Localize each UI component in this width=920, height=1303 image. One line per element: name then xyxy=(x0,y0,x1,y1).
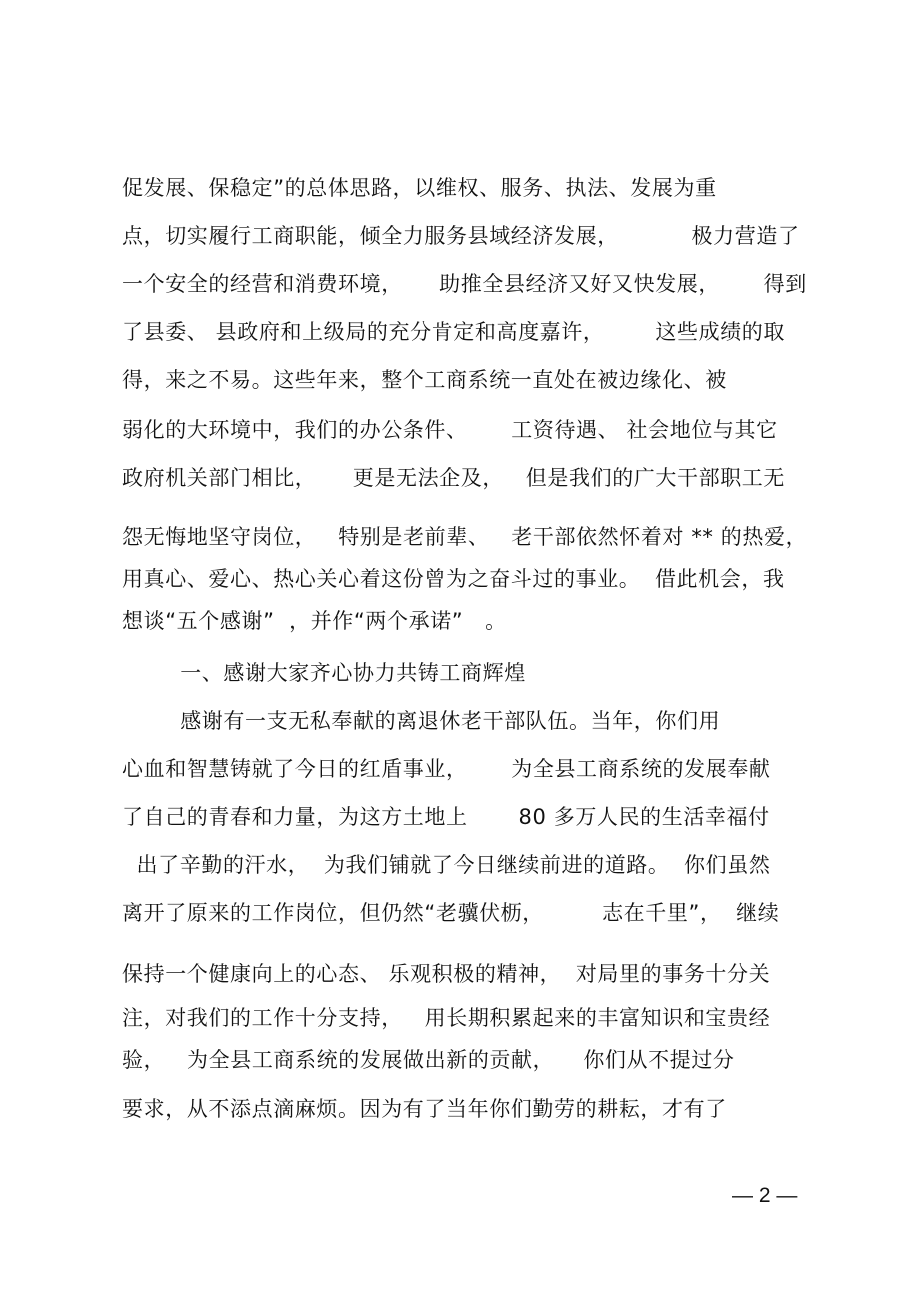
text-line-16: 离开了原来的工作岗位，但仍然“老骥伏枥， 志在千里”， 继续 xyxy=(122,901,780,925)
text-line-9: 用真心、爱心、热心关心着这份曾为之奋斗过的事业。 借此机会，我 xyxy=(122,567,785,591)
text-line-17: 保持一个健康向上的心态、 乐观积极的精神， 对局里的事务十分关 xyxy=(122,962,771,986)
section-heading: 一、感谢大家齐心协力共铸工商辉煌 xyxy=(122,661,526,685)
text-line-13: 心血和智慧铸就了今日的红盾事业， 为全县工商系统的发展奉献 xyxy=(122,757,771,781)
text-line-3: 一个安全的经营和消费环境， 助推全县经济又好又快发展， 得到 xyxy=(122,272,807,296)
text-line-20: 要求，从不添点滴麻烦。因为有了当年你们勤劳的耕耘，才有了 xyxy=(122,1097,727,1121)
text-line-18: 注，对我们的工作十分支持， 用长期积累起来的丰富知识和宝贵经 xyxy=(122,1006,771,1030)
text-line-14: 了自己的青春和力量，为这方土地上 80 多万人民的生活幸福付 xyxy=(122,805,770,829)
text-line-10: 想谈“五个感谢” ，并作“两个承诺” 。 xyxy=(122,609,507,633)
text-line-8: 怨无悔地坚守岗位， 特别是老前辈、 老干部依然怀着对 ** 的热爱， xyxy=(122,525,808,549)
text-line-5: 得，来之不易。这些年来，整个工商系统一直处在被边缘化、被 xyxy=(122,368,727,392)
text-line-4: 了县委、 县政府和上级局的充分肯定和高度嘉许， 这些成绩的取 xyxy=(122,320,785,344)
text-line-15: 出了辛勤的汗水， 为我们铺就了今日继续前进的道路。 你们虽然 xyxy=(122,853,771,877)
text-line-6: 弱化的大环境中，我们的办公条件、 工资待遇、 社会地位与其它 xyxy=(122,418,778,442)
text-line-7: 政府机关部门相比， 更是无法企及， 但是我们的广大干部职工无 xyxy=(122,466,785,490)
page-number: — 2 — xyxy=(732,1184,798,1207)
text-line-12: 感谢有一支无私奉献的离退休老干部队伍。当年，你们用 xyxy=(122,709,721,733)
text-line-1: 促发展、保稳定”的总体思路，以维权、服务、执法、发展为重 xyxy=(122,176,717,200)
text-line-2: 点，切实履行工商职能，倾全力服务县域经济发展， 极力营造了 xyxy=(122,224,800,248)
text-line-19: 验， 为全县工商系统的发展做出新的贡献， 你们从不提过分 xyxy=(122,1048,735,1072)
